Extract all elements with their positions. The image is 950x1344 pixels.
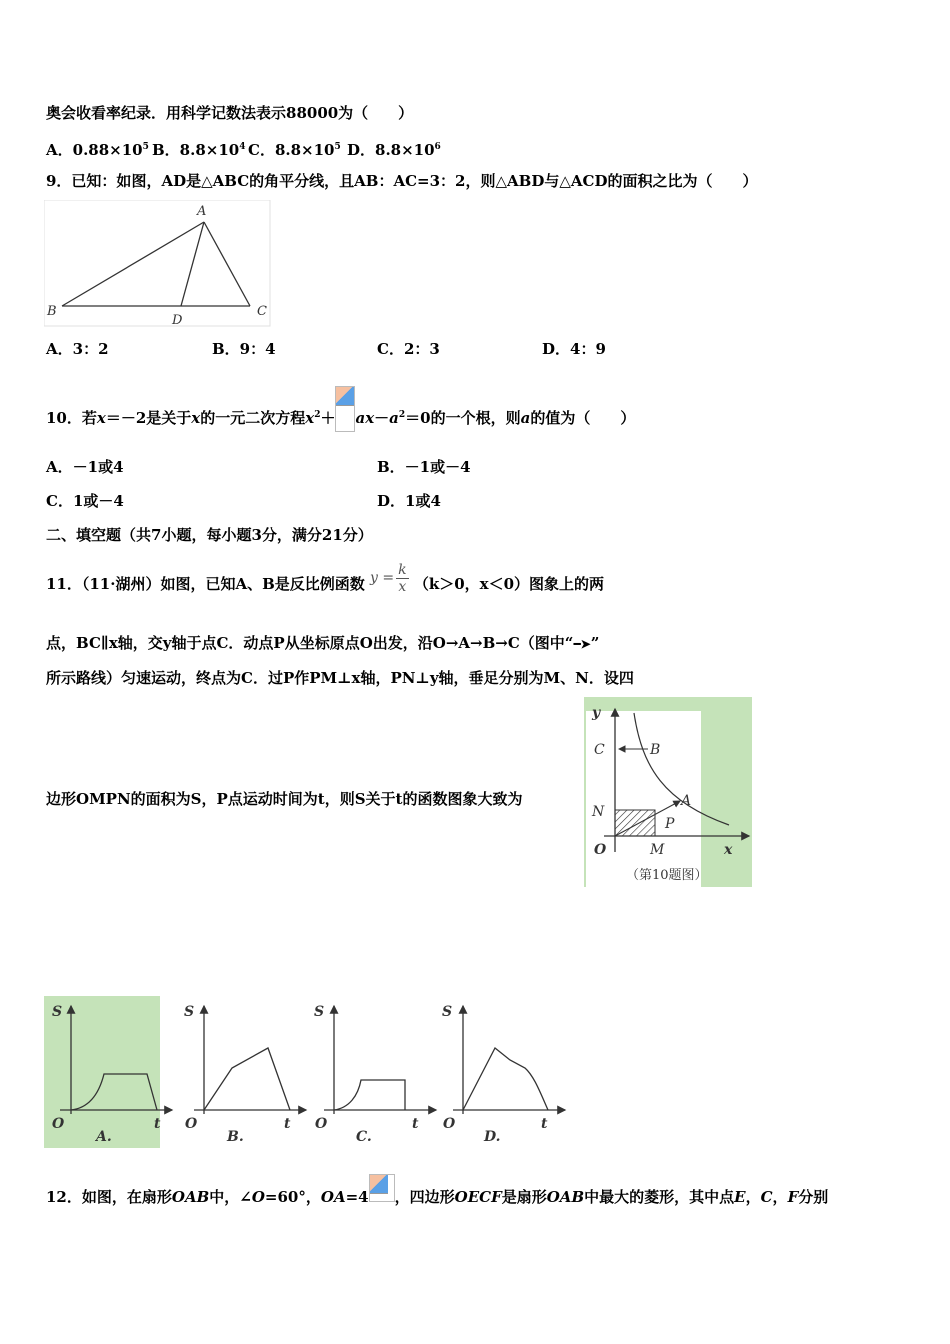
q11-line2: 点，BC∥x轴，交y轴于点C．动点P从坐标原点O出发，沿O→A→B→C（图中“━➤”: [46, 634, 600, 652]
q10-option-a: A．－1或4: [46, 458, 124, 476]
label-a: A: [681, 793, 692, 809]
label-c: C: [257, 304, 267, 319]
q11-line1: 11．（11·湖州）如图，已知A、B是反比例函数 y = $\frac{k}{x}$ （k＞0，x＜0）图象上的两: [46, 561, 605, 595]
label-b: B: [47, 304, 57, 319]
broken-image-icon: [335, 386, 355, 432]
graph-c-t-label: t: [412, 1116, 419, 1132]
graph-c-o-label: O: [315, 1116, 328, 1132]
broken-image-icon: [369, 1174, 395, 1202]
graph-a-o-label: O: [52, 1116, 65, 1132]
graph-b-s-label: S: [184, 1004, 195, 1020]
graph-c: [314, 1004, 436, 1145]
q9-option-a: A．3：2: [46, 340, 109, 358]
q10-option-d: D．1或4: [377, 492, 441, 510]
label-n: N: [592, 804, 605, 820]
label-b: B: [650, 742, 661, 758]
graph-d-o-label: O: [443, 1116, 456, 1132]
graph-b-o-label: O: [185, 1116, 198, 1132]
q10-option-b: B．－1或－4: [377, 458, 471, 476]
q10-option-c: C．1或－4: [46, 492, 124, 510]
label-y: y: [592, 705, 601, 721]
graph-d: [442, 1004, 565, 1145]
q10-stem: 10．若x＝－2是关于x的一元二次方程$x^2+ ax-a^2=0$的一个根，则a的值为（ ）: [46, 396, 635, 442]
graph-a-label: A.: [96, 1129, 112, 1145]
graph-a-t-label: t: [154, 1116, 161, 1132]
q8-stem: 奥会收看率纪录．用科学记数法表示88000为（ ）: [46, 104, 414, 122]
q9-triangle-figure: [44, 200, 272, 328]
q9-option-d: D．4：9: [542, 340, 606, 358]
q8-option-b: B．$8.8\times 10^4$: [152, 141, 246, 159]
label-o: O: [594, 842, 607, 858]
graph-b-label: B.: [227, 1129, 244, 1145]
graph-d-label: D.: [484, 1129, 501, 1145]
q11-hyperbola-figure: [584, 697, 752, 887]
section-title: 二、填空题（共7小题，每小题3分，满分21分）: [46, 526, 373, 544]
label-p: P: [665, 816, 675, 832]
graph-b: [184, 1004, 306, 1145]
graph-a: [44, 996, 172, 1148]
q9-option-c: C．2：3: [377, 340, 440, 358]
graph-c-label: C.: [356, 1129, 372, 1145]
graph-d-s-label: S: [442, 1004, 453, 1020]
graph-b-t-label: t: [284, 1116, 291, 1132]
q11-line3: 所示路线）匀速运动，终点为C．过P作PM⊥x轴，PN⊥y轴，垂足分别为M、N．设四: [46, 669, 634, 687]
q12-stem: 12．如图，在扇形OAB中，∠O=60°，OA=4 ，四边形OECF是扇形OAB中最大的菱形，其中点E，C，F分别: [46, 1184, 828, 1212]
q11-answer-graphs: [44, 996, 574, 1148]
arrow-icon: ━➤: [573, 637, 591, 651]
label-a: A: [197, 204, 207, 219]
graph-c-s-label: S: [314, 1004, 325, 1020]
label-m: M: [650, 842, 665, 858]
label-c: C: [594, 742, 605, 758]
graph-a-s-label: S: [52, 1004, 63, 1020]
label-d: D: [172, 313, 183, 328]
q9-option-b: B．9：4: [212, 340, 276, 358]
q9-stem: 9．已知：如图，AD是△ABC的角平分线，且AB：AC=3：2，则△ABD与△ACD的面积之比为（ ）: [46, 172, 758, 190]
q8-option-d: D．$8.8\times 10^6$: [347, 141, 441, 159]
q11-line4: 边形OMPN的面积为S，P点运动时间为t，则S关于t的函数图象大致为: [46, 790, 523, 808]
label-x: x: [724, 842, 733, 858]
graph-d-t-label: t: [541, 1116, 548, 1132]
q8-option-a: A．$0.88\times 10^5$: [46, 141, 149, 159]
q8-option-c: C．$8.8\times 10^5$: [248, 141, 341, 159]
inverse-function-formula: y = $\frac{k}{x}$: [370, 561, 407, 595]
figure-caption: （第10题图）: [626, 868, 708, 883]
